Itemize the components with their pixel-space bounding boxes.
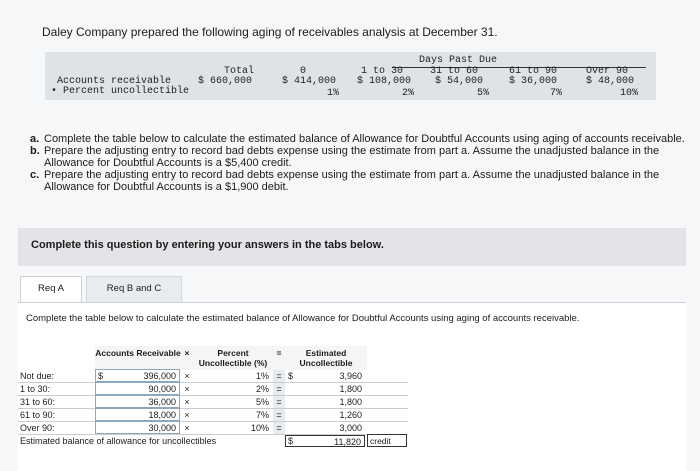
ar-31-60: $ 54,000 (435, 76, 484, 87)
row-label: Over 90: (20, 423, 55, 433)
table-total-row (18, 435, 408, 448)
pct-0: 1% (327, 88, 340, 99)
instruction-c: c. Prepare the adjusting entry to record bad debts expense using the estimate from part a. Assume the unadjusted balance in the Allowance for Doubtful Accounts is a $1,900 debit. (30, 169, 660, 193)
accounts-receivable-input[interactable]: 396,000 (95, 369, 180, 382)
pct-1-30: 2% (402, 88, 415, 99)
aging-analysis-table (45, 52, 656, 100)
multiply-sign: × (184, 384, 190, 394)
instruction-a: a. Complete the table below to calculate the estimated balance of Allowance for Doubtful Accounts using aging of accounts receivable. (30, 133, 685, 145)
pct-label: • Percent uncollectible (51, 86, 190, 97)
dollar-sign: $ (288, 371, 294, 381)
percent-value: 10% (250, 423, 269, 433)
total-estimated-value: 11,820 (285, 435, 365, 447)
instructions-list (30, 133, 690, 193)
col-total: Total (224, 66, 255, 77)
ar-0: $ 414,000 (282, 76, 337, 87)
intro-text: Daley Company prepared the following aging of receivables analysis at December 31. (42, 25, 498, 39)
col-31-60: 31 to 60 (430, 66, 479, 77)
instruction-b: b. Prepare the adjusting entry to record bad debts expense using the estimate from part a. Assume the unadjusted balance in the Allowance for Doubtful Accounts is a $5,400 credit. (30, 145, 660, 169)
row-label: 31 to 60: (20, 397, 56, 407)
credit-tag: credit (367, 434, 407, 447)
col-1-30: 1 to 30 (361, 66, 404, 77)
multiply-sign: × (184, 397, 190, 407)
estimated-value: 3,960 (339, 371, 362, 381)
tab-panel (18, 302, 686, 471)
row-label: 1 to 30: (20, 384, 51, 394)
row-label: Not due: (20, 371, 55, 381)
multiply-sign: × (184, 410, 190, 420)
equals-sign: = (273, 409, 285, 421)
accounts-receivable-input[interactable]: 18,000 (95, 408, 180, 421)
table-row (18, 396, 408, 409)
ar-total: $ 660,000 (198, 76, 253, 87)
estimated-value: 1,260 (339, 410, 362, 420)
ar-1-30: $ 108,000 (357, 76, 412, 87)
multiply-sign: × (184, 371, 190, 381)
ar-label: Accounts receivable (57, 76, 172, 87)
panel-instruction: Complete the table below to calculate the estimated balance of Allowance for Doubtful Accounts using aging of accounts receivable. (26, 313, 580, 324)
equals-sign: = (273, 370, 285, 382)
multiply-sign: × (184, 423, 190, 433)
total-label: Estimated balance of allowance for uncollectibles (20, 436, 217, 446)
dollar-sign: $ (98, 371, 104, 381)
table-row (18, 383, 408, 396)
equals-sign: = (273, 383, 285, 395)
col-0: 0 (300, 66, 307, 77)
row-label: 61 to 90: (20, 410, 56, 420)
table-row (18, 409, 408, 422)
estimated-value: 1,800 (339, 384, 362, 394)
tab-req-a[interactable]: Req A (20, 276, 82, 303)
accounts-receivable-input[interactable]: 30,000 (95, 421, 180, 434)
col-over-90: Over 90 (586, 66, 629, 77)
tab-req-b-and-c[interactable]: Req B and C (86, 276, 182, 303)
percent-value: 2% (255, 384, 269, 394)
percent-value: 1% (255, 371, 269, 381)
pct-31-60: 5% (477, 88, 490, 99)
estimated-value: 1,800 (339, 397, 362, 407)
ar-over-90: $ 48,000 (586, 76, 635, 87)
equals-sign: = (273, 422, 285, 434)
days-past-due-header: Days Past Due (419, 55, 498, 66)
header-percent-uncollectible: Percent Uncollectible (%) (193, 346, 273, 370)
table-row (18, 370, 408, 383)
table-row (18, 422, 408, 435)
equals-sign: = (273, 396, 285, 408)
percent-value: 5% (255, 397, 269, 407)
tabs-banner: Complete this question by entering your answers in the tabs below. (18, 228, 686, 266)
ar-61-90: $ 36,000 (509, 76, 558, 87)
accounts-receivable-input[interactable]: 90,000 (95, 382, 180, 395)
header-equals: = (273, 346, 285, 370)
percent-value: 7% (255, 410, 269, 420)
pct-61-90: 7% (550, 88, 563, 99)
dollar-sign: $ (288, 436, 294, 446)
col-61-90: 61 to 90 (509, 66, 558, 77)
pct-over-90: 10% (620, 88, 639, 99)
estimated-value: 3,000 (339, 423, 362, 433)
header-multiply: × (181, 346, 193, 370)
accounts-receivable-input[interactable]: 36,000 (95, 395, 180, 408)
header-accounts-receivable: Accounts Receivable (95, 346, 181, 370)
header-estimated-uncollectible: Estimated Uncollectible (285, 346, 367, 370)
